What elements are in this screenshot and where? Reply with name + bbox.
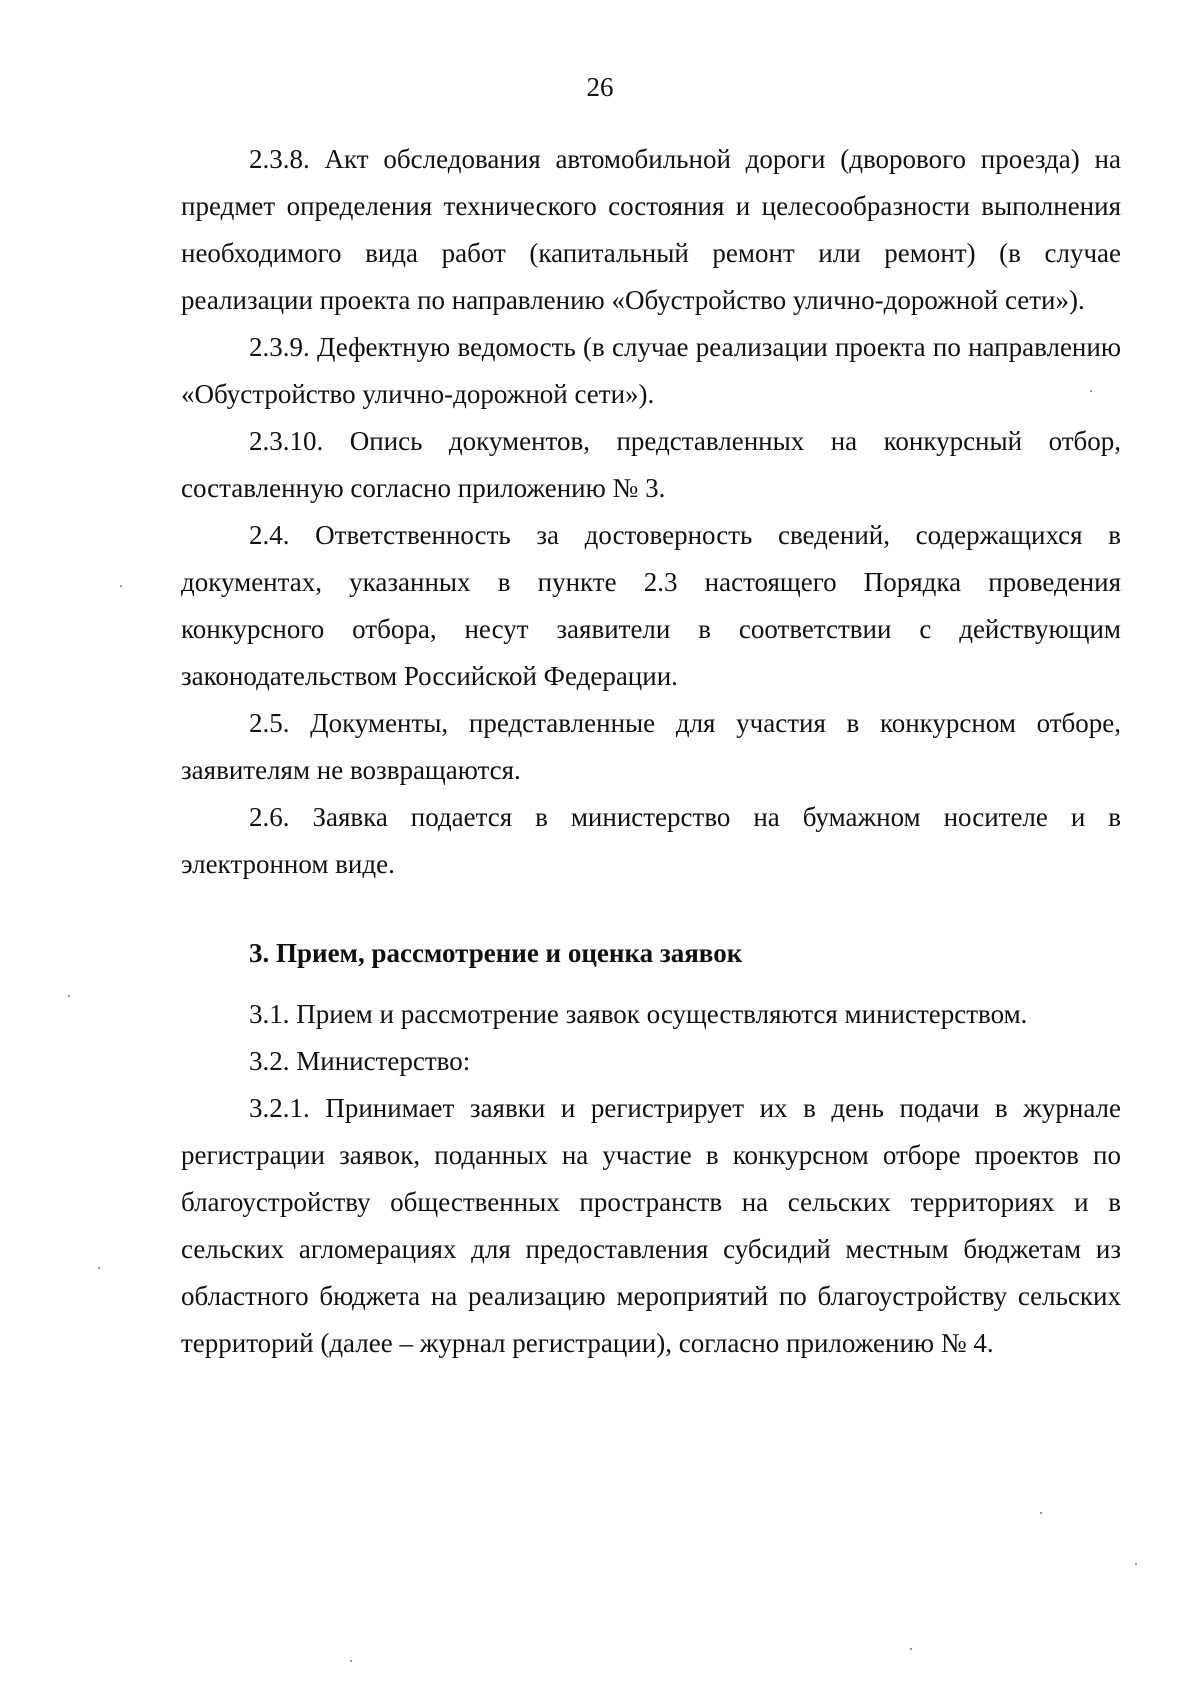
scan-speck [910,1648,912,1650]
paragraph-2-5: 2.5. Документы, представленные для участия в конкурсном отборе, заявителям не возвращаются. [181,708,1121,785]
document-body [181,136,1121,1367]
paragraph-3-1: 3.1. Прием и рассмотрение заявок осуществляются министерством. [249,999,1028,1029]
scan-speck [98,1267,100,1269]
section-heading: 3. Прием, рассмотрение и оценка заявок [249,938,743,968]
paragraph-3-2-1: 3.2.1. Принимает заявки и регистрирует их в день подачи в журнале регистрации заявок, поданных на участие в конкурсном отборе проектов по благоустройству общественных пространств на сельских территориях и в сельских агломерациях для предоставления субсидий местным бюджетам из областного бюджета на реализацию мероприятий по благоустройству сельских территорий (далее – журнал регистрации), согласно приложению № 4. [181,1093,1121,1358]
paragraph-2-3-9: 2.3.9. Дефектную ведомость (в случае реализации проекта по направлению «Обустройство улично-дорожной сети»). [181,332,1121,409]
scan-speck [1090,390,1092,392]
scan-speck [1040,1512,1042,1514]
paragraph-2-3-8: 2.3.8. Акт обследования автомобильной дороги (дворового проезда) на предмет определения технического состояния и целесообразности выполнения необходимого вида работ (капитальный ремонт или ремонт) (в случае реализации проекта по направлению «Обустройство улично-дорожной сети»). [181,144,1121,315]
scan-speck [1135,1563,1137,1565]
page-number: 26 [586,72,614,102]
paragraph-2-4: 2.4. Ответственность за достоверность сведений, содержащихся в документах, указанных в пункте 2.3 настоящего Порядка проведения конкурсного отбора, несут заявители в соответствии с действующим законодательством Российской Федерации. [181,520,1121,691]
paragraph-2-6: 2.6. Заявка подается в министерство на бумажном носителе и в электронном виде. [181,802,1121,879]
scan-speck [120,585,122,587]
paragraph-3-2: 3.2. Министерство: [249,1046,471,1076]
scan-speck [68,995,70,997]
paragraph-2-3-10: 2.3.10. Опись документов, представленных на конкурсный отбор, составленную согласно приложению № 3. [181,426,1121,503]
scan-speck [350,1660,352,1662]
